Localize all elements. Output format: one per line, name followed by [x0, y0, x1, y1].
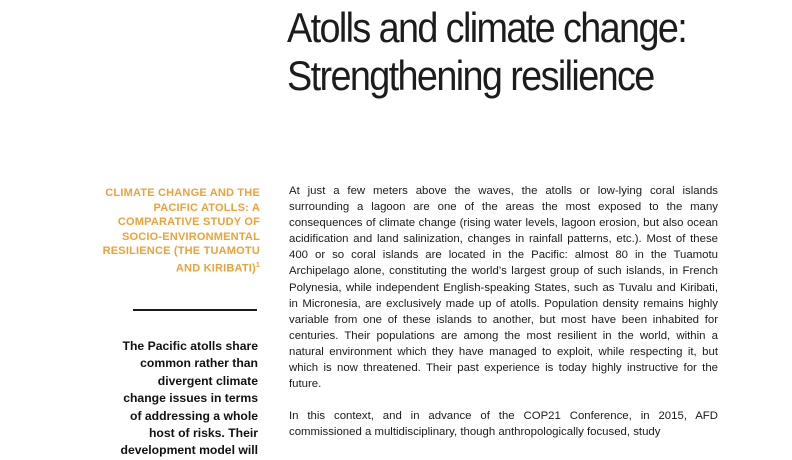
- sidebar-divider: [133, 309, 257, 311]
- body-paragraph-2: In this context, and in advance of the COP21 Conference, in 2015, AFD commissioned a multidisciplinary, though anthropologically focused, study: [289, 410, 718, 439]
- pull-quote: The Pacific atolls share common rather than divergent climate change issues in terms of addressing a whole host of risks. Their development model will: [120, 339, 258, 458]
- page-title: [287, 4, 728, 100]
- title-line-2: Strengthening resilience: [287, 52, 654, 99]
- footnote-mark: 1: [255, 261, 260, 269]
- title-line-1: Atolls and climate change:: [287, 4, 687, 51]
- sidebar-heading: [100, 186, 260, 276]
- sidebar-heading-text: CLIMATE CHANGE AND THE PACIFIC ATOLLS: A COMPARATIVE STUDY OF SOCIO-ENVIRONMENTAL RESILIENCE (THE TUAMOTU AND KIRIBATI): [102, 187, 260, 275]
- body-paragraph-1: At just a few meters above the waves, the atolls or low-lying coral islands surrounding a lagoon are one of the areas the most exposed to the many consequences of climate change (rising water levels, lagoon erosion, but also ocean acidification and land salinization, changes in rainfall patterns, etc.). Most of these 400 or so coral islands are located in the Pacific: almost 80 in the Tuamotu Archipelago alone, constituting the world’s largest group of such islands, in French Polynesia, while independent English-speaking States, such as Tuvalu and Kiribati, in Micronesia, are exclusively made up of atolls. Population density remains highly variable from one of these islands to another, but most have been inhabited for centuries. Their populations are among the most resilient in the world, within a natural environment which they have managed to exploit, while respecting it, but which is now threatened. Their past experience is today highly instructive for the future.: [289, 185, 718, 391]
- body-text: [289, 183, 718, 456]
